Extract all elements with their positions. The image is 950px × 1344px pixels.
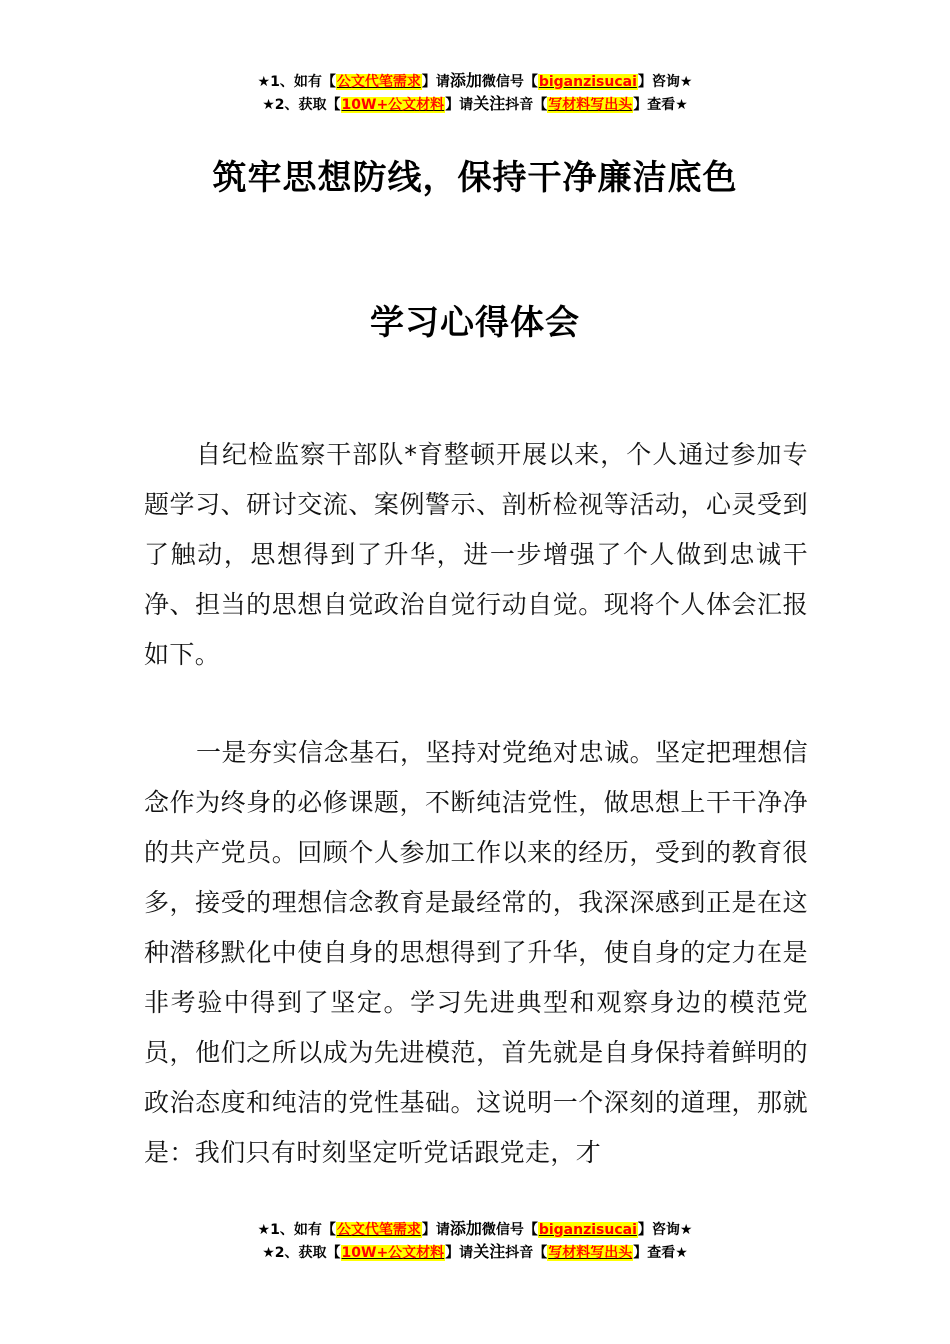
banner-text: 】查看★	[633, 1245, 688, 1261]
bottom-banner	[0, 1218, 950, 1264]
banner-emphasis: 关注	[473, 94, 506, 113]
banner-highlight: 写材料写出头	[548, 97, 633, 113]
banner-highlight: biganzisucai	[538, 74, 637, 90]
banner-line-1	[0, 70, 950, 93]
banner-text: 】咨询★	[637, 1222, 693, 1238]
banner-highlight: 公文代笔需求	[336, 1222, 421, 1238]
paragraph-intro: 自纪检监察干部队*育整顿开展以来，个人通过参加专题学习、研讨交流、案例警示、剖析检视等活动，心灵受到了触动，思想得到了升华，进一步增强了个人做到忠诚干净、担当的思想自觉政治自觉行动自觉。现将个人体会汇报如下。	[144, 440, 808, 669]
banner-text: ★1、如有【	[257, 74, 336, 90]
document-title: 筑牢思想防线，保持干净廉洁底色	[212, 158, 738, 198]
banner-text: 】请	[445, 97, 474, 113]
banner-text: ★2、获取【	[262, 97, 341, 113]
banner-text: 抖音【	[505, 97, 548, 113]
banner-highlight: 10W+公文材料	[341, 1245, 445, 1261]
banner-highlight: biganzisucai	[538, 1222, 637, 1238]
banner-line-2	[0, 1241, 950, 1264]
banner-text: 】咨询★	[637, 74, 693, 90]
banner-text: 】请	[421, 1222, 450, 1238]
banner-text: ★2、获取【	[262, 1245, 341, 1261]
top-banner	[0, 70, 950, 116]
banner-text: 】请	[421, 74, 450, 90]
banner-line-2	[0, 93, 950, 116]
banner-text: 微信号【	[481, 1222, 538, 1238]
banner-highlight: 写材料写出头	[548, 1245, 633, 1261]
banner-text: 】请	[445, 1245, 474, 1261]
banner-text: 抖音【	[505, 1245, 548, 1261]
banner-emphasis: 添加	[449, 1219, 482, 1238]
banner-text: 微信号【	[481, 74, 538, 90]
document-subtitle: 学习心得体会	[370, 303, 580, 343]
banner-text: 】查看★	[633, 97, 688, 113]
banner-emphasis: 关注	[473, 1242, 506, 1261]
paragraph-point-one: 一是夯实信念基石，坚持对党绝对忠诚。坚定把理想信念作为终身的必修课题，不断纯洁党性，做思想上干干净净的共产党员。回顾个人参加工作以来的经历，受到的教育很多，接受的理想信念教育是最经常的，我深深感到正是在这种潜移默化中使自身的思想得到了升华，使自身的定力在是非考验中得到了坚定。学习先进典型和观察身边的模范党员，他们之所以成为先进模范，首先就是自身保持着鲜明的政治态度和纯洁的党性基础。这说明一个深刻的道理，那就是：我们只有时刻坚定听党话跟党走，才	[144, 738, 808, 1167]
banner-highlight: 公文代笔需求	[336, 74, 421, 90]
banner-emphasis: 添加	[449, 71, 482, 90]
banner-line-1	[0, 1218, 950, 1241]
banner-highlight: 10W+公文材料	[341, 97, 445, 113]
banner-text: ★1、如有【	[257, 1222, 336, 1238]
